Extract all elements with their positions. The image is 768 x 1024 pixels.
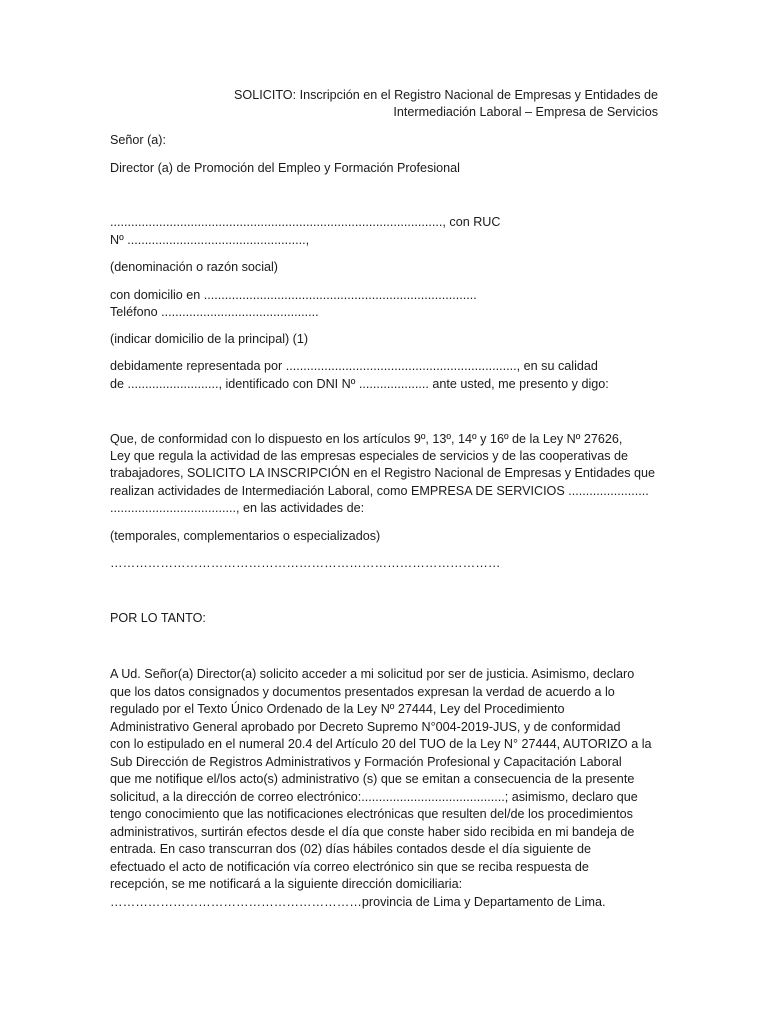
closing-line: que los datos consignados y documentos presentados expresan la verdad de acuerdo a lo	[110, 685, 615, 699]
subject-line-1: SOLICITO: Inscripción en el Registro Nacional de Empresas y Entidades de	[234, 88, 658, 102]
closing-line: que me notifique el/los acto(s) administrativo (s) que se emitan a consecuencia de la presente	[110, 772, 635, 786]
closing-line: Administrativo General aprobado por Decreto Supremo N°004-2019-JUS, y de conformidad	[110, 720, 621, 734]
closing-line: A Ud. Señor(a) Director(a) solicito acceder a mi solicitud por ser de justicia. Asimismo, declaro	[110, 667, 635, 681]
salutation: Señor (a):	[110, 133, 166, 147]
request-line: Que, de conformidad con lo dispuesto en los artículos 9º, 13º, 14º y 16º de la Ley Nº 27626,	[110, 432, 623, 446]
phone-line: Teléfono .............................................	[110, 305, 319, 319]
representative-line-1: debidamente representada por .................................................................., en su calidad	[110, 359, 598, 373]
activity-hint: (temporales, complementarios o especializados)	[110, 529, 381, 543]
address-line: con domicilio en ..............................................................................	[110, 288, 477, 302]
request-line: trabajadores, SOLICITO LA INSCRIPCIÓN en el Registro Nacional de Empresas y Entidades que	[110, 466, 656, 480]
closing-line: solicitud, a la dirección de correo electrónico:.........................................; asimismo, declaro que	[110, 790, 638, 804]
number-line: Nº ...................................................,	[110, 233, 310, 247]
representative-line-2: de .........................., identificado con DNI Nº .................... ante usted, me presento y digo:	[110, 377, 609, 391]
request-line: realizan actividades de Intermediación Laboral, como EMPRESA DE SERVICIOS .......................	[110, 484, 649, 498]
subject-line-2: Intermediación Laboral – Empresa de Servicios	[393, 105, 658, 119]
request-line: Ley que regula la actividad de las empresas especiales de servicios y de las cooperativas de	[110, 449, 629, 463]
closing-line: recepción, se me notificará a la siguiente dirección domiciliaria:	[110, 877, 463, 891]
request-line: ...................................., en las actividades de:	[110, 501, 365, 515]
closing-line: con lo estipulado en el numeral 20.4 del Artículo 20 del TUO de la Ley N° 27444, AUTORIZO a la	[110, 737, 652, 751]
closing-line: entrada. En caso transcurran dos (02) días hábiles contados desde el día siguiente de	[110, 842, 591, 856]
closing-line: administrativos, surtirán efectos desde el día que conste haber sido recibida en mi bandeja de	[110, 825, 635, 839]
closing-line: efectuado el acto de notificación vía correo electrónico sin que se reciba respuesta de	[110, 860, 589, 874]
address-hint: (indicar domicilio de la principal) (1)	[110, 332, 309, 346]
addressee: Director (a) de Promoción del Empleo y Formación Profesional	[110, 161, 460, 175]
company-name-hint: (denominación o razón social)	[110, 260, 279, 274]
closing-line: Sub Dirección de Registros Administrativos y Formación Profesional y Capacitación Laboral	[110, 755, 622, 769]
closing-line: ……………………………………………………provincia de Lima y Departamento de Lima.	[110, 895, 606, 909]
ruc-line: ..............................................................................................., con RUC	[110, 215, 501, 229]
closing-line: regulado por el Texto Único Ordenado de la Ley Nº 27444, Ley del Procedimiento	[110, 702, 565, 716]
closing-heading: POR LO TANTO:	[110, 611, 206, 625]
activity-blank: …………………………………………………………………………………	[110, 556, 501, 570]
closing-line: tengo conocimiento que las notificaciones electrónicas que resulten del/de los procedimientos	[110, 807, 633, 821]
